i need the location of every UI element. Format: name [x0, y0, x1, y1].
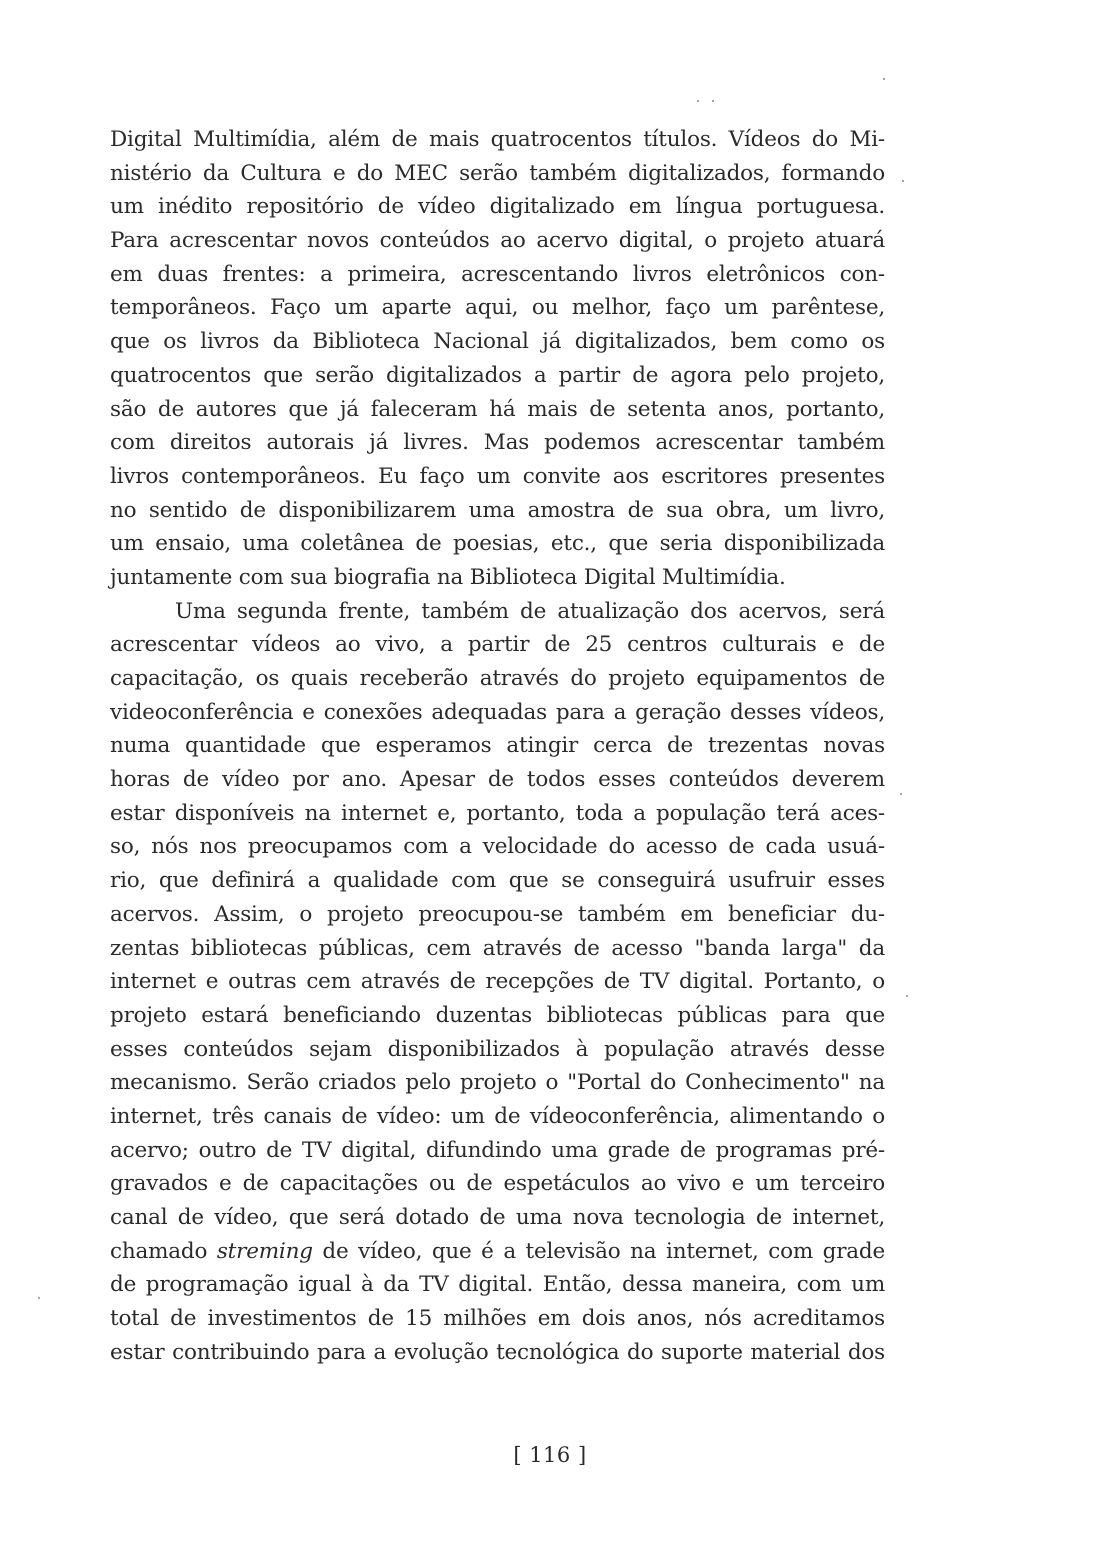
text-line: acrescentar vídeos ao vivo, a partir de 25 centros culturais e de [110, 632, 885, 658]
text-segment: chamado [110, 1238, 217, 1264]
text-line: um ensaio, uma coletânea de poesias, etc., que seria disponibilizada [110, 531, 885, 557]
text-line: capacitação, os quais receberão através do projeto equipamentos de [110, 666, 885, 691]
italic-term: streming [216, 1238, 313, 1264]
text-line: Digital Multimídia, além de mais quatrocentos títulos. Vídeos do Mi- [110, 127, 885, 152]
paragraph-first-line: Uma segunda frente, também de atualização dos acervos, será [175, 598, 885, 624]
text-line: internet e outras cem através de recepções de TV digital. Portanto, o [110, 969, 885, 995]
text-line: acervo; outro de TV digital, difundindo uma grade de programas pré- [110, 1137, 885, 1163]
page-number: [ 116 ] [513, 1443, 587, 1467]
text-line: estar disponíveis na internet e, portanto, toda a população terá aces- [110, 800, 885, 826]
text-line: temporâneos. Faço um aparte aqui, ou melhor, faço um parêntese, [110, 295, 885, 321]
body-text [110, 123, 885, 1369]
scan-speck [900, 793, 902, 795]
scan-speck [906, 995, 908, 997]
text-line: canal de vídeo, que será dotado de uma nova tecnologia de internet, [110, 1205, 885, 1230]
paragraph-last-line: juntamente com sua biografia na Biblioteca Digital Multimídia. [110, 564, 786, 590]
text-line-with-italic [110, 1235, 885, 1269]
text-line: são de autores que já faleceram há mais de setenta anos, portanto, [110, 396, 885, 422]
text-line: nistério da Cultura e do MEC serão também digitalizados, formando [110, 160, 885, 186]
scan-speck [712, 100, 714, 102]
text-line: quatrocentos que serão digitalizados a partir de agora pelo projeto, [110, 362, 885, 388]
text-line: numa quantidade que esperamos atingir cerca de trezentas novas [110, 733, 885, 759]
text-line: horas de vídeo por ano. Apesar de todos esses conteúdos deverem [110, 767, 885, 793]
text-line: acervos. Assim, o projeto preocupou-se também em beneficiar du- [110, 901, 885, 927]
text-line: total de investimentos de 15 milhões em dois anos, nós acreditamos [110, 1306, 885, 1332]
scan-speck [883, 78, 885, 80]
text-line: em duas frentes: a primeira, acrescentando livros eletrônicos con- [110, 261, 885, 287]
text-line: estar contribuindo para a evolução tecnológica do suporte material dos [110, 1339, 885, 1365]
text-line: livros contemporâneos. Eu faço um convite aos escritores presentes [110, 463, 885, 489]
scan-speck [697, 100, 699, 102]
text-line: esses conteúdos sejam disponibilizados à população através desse [110, 1036, 885, 1062]
text-line: um inédito repositório de vídeo digitalizado em língua portuguesa. [110, 194, 885, 220]
text-line: com direitos autorais já livres. Mas podemos acrescentar também [110, 430, 885, 456]
scan-speck [38, 1297, 40, 1299]
text-line: gravados e de capacitações ou de espetáculos ao vivo e um terceiro [110, 1171, 885, 1197]
scan-speck [902, 180, 904, 182]
text-line: que os livros da Biblioteca Nacional já digitalizados, bem como os [110, 329, 885, 355]
text-line: projeto estará beneficiando duzentas bibliotecas públicas para que [110, 1002, 885, 1028]
text-line: internet, três canais de vídeo: um de vídeoconferência, alimentando o [110, 1103, 885, 1129]
text-segment: de vídeo, que é a televisão na internet, com grade [312, 1238, 885, 1264]
text-line: mecanismo. Serão criados pelo projeto o "Portal do Conhecimento" na [110, 1070, 885, 1096]
text-line: Para acrescentar novos conteúdos ao acervo digital, o projeto atuará [110, 228, 885, 254]
text-line: no sentido de disponibilizarem uma amostra de sua obra, um livro, [110, 497, 885, 523]
text-line: de programação igual à da TV digital. Então, dessa maneira, com um [110, 1272, 885, 1298]
text-line: so, nós nos preocupamos com a velocidade do acesso de cada usuá- [110, 834, 885, 860]
text-line: rio, que definirá a qualidade com que se conseguirá usufruir esses [110, 868, 885, 894]
text-line: zentas bibliotecas públicas, cem através de acesso "banda larga" da [110, 935, 885, 961]
text-line: videoconferência e conexões adequadas para a geração desses vídeos, [110, 699, 885, 725]
